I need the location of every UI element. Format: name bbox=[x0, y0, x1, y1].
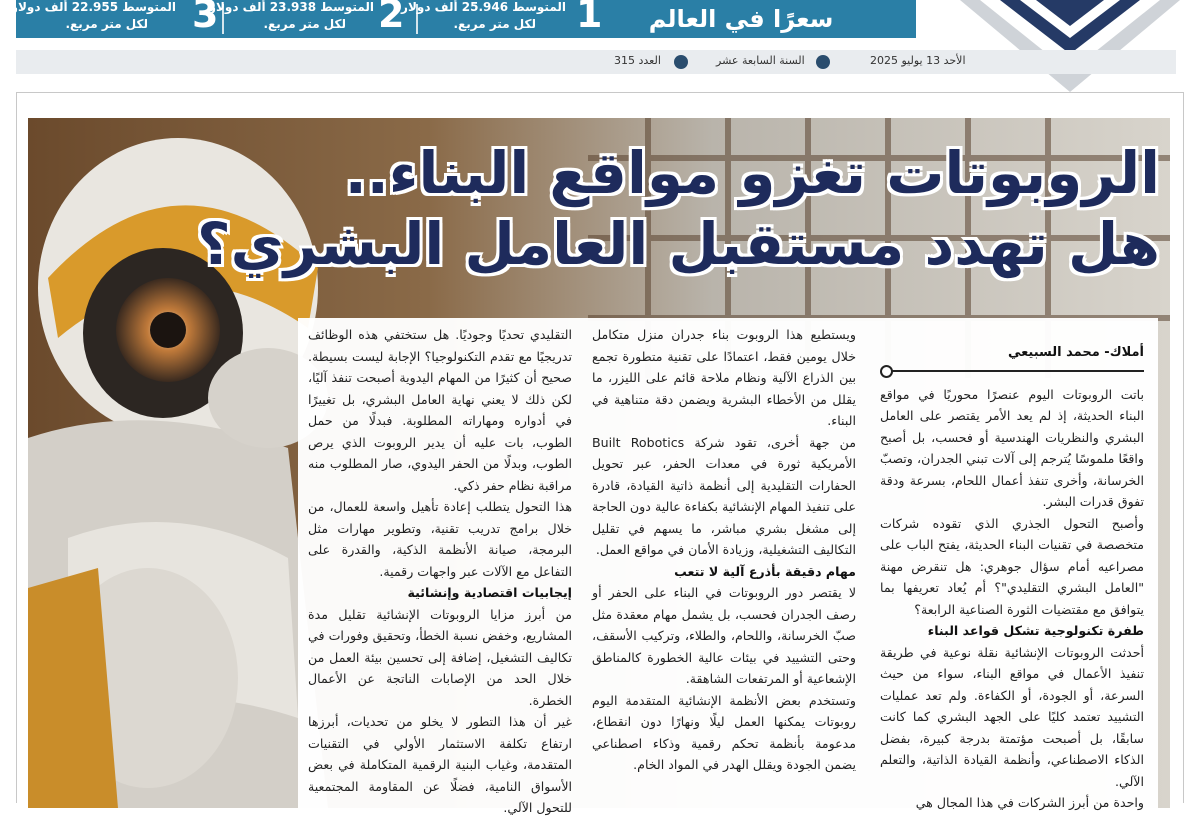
article-body bbox=[298, 318, 1158, 815]
stat-rank-3 bbox=[11, 0, 219, 38]
stat-number: 3 bbox=[192, 0, 219, 36]
issue-number: العدد 315 bbox=[614, 54, 661, 67]
stat-unit: لكل متر مربع. bbox=[263, 17, 346, 31]
column-left bbox=[308, 324, 572, 815]
subheading: إيجابيات اقتصادية وإنشائية bbox=[407, 585, 572, 600]
article-headline bbox=[110, 138, 1160, 280]
paragraph: باتت الروبوتات اليوم عنصرًا محوريًا في مواقع البناء الحديثة، إذ لم يعد الأمر يقتصر على العامل البشري والنظريات الهندسية أو فحسب، بل أصبح واقعًا ملموسًا يُترجم إلى آلات تبني الجدران، وتصبّ الخرسانة، وأخرى تنفذ أعمال اللحام، بسرعة ودقة تفوق قدرات البشر. bbox=[880, 386, 1144, 509]
section-banner: سعرًا في العالم bbox=[606, 0, 876, 38]
stat-unit: لكل متر مربع. bbox=[453, 17, 536, 31]
headline-line-1: الروبوتات تغزو مواقع البناء.. bbox=[344, 139, 1160, 207]
stat-number: 2 bbox=[378, 0, 405, 36]
stat-value: المتوسط 25.946 ألف دولار bbox=[401, 0, 566, 14]
stat-rank-2 bbox=[209, 0, 416, 38]
paragraph: التقليدي تحديًا وجوديًا. هل ستختفي هذه الوظائف تدريجيًا مع تقدم التكنولوجيا؟ الإجابة ليست بسيطة. صحيح أن كثيرًا من المهام اليدوية أصبحت تنفذ آليًا، لكن ذلك لا يعني نهاية العامل البشري، بل تغييرًا في أدواره ومهاراته المطلوبة. فبدلًا من حمل الطوب، بات عليه أن يدير الروبوت الذي يرص الطوب، وبدلًا من الحفر اليدوي، صار المطلوب منه مراقبة نظام حفر ذكي. bbox=[308, 327, 572, 493]
stat-number: 1 bbox=[576, 0, 603, 36]
paragraph: أحدثت الروبوتات الإنشائية نقلة نوعية في طريقة تنفيذ الأعمال في مواقع البناء، سواء من حيث السرعة، أو الجودة، أو الكفاءة. ولم تعد عمليات التشييد تعتمد كليًا على الجهد البشري كما كانت سابقًا، بل أصبحت مؤتمتة بدرجة كبيرة، بفضل الذكاء الاصطناعي، وأنظمة القيادة الذاتية، والتعلم الآلي. bbox=[880, 644, 1144, 789]
byline-divider bbox=[880, 364, 1144, 378]
paragraph: هذا التحول يتطلب إعادة تأهيل واسعة للعمال، من خلال برامج تدريب تقنية، وتطوير مهارات مثل البرمجة، صيانة الأنظمة الذكية، والقدرة على التفاعل مع الآلات عبر واجهات رقمية. bbox=[308, 499, 572, 579]
issue-date: الأحد 13 يوليو 2025 bbox=[870, 54, 966, 67]
column-right bbox=[880, 324, 1144, 810]
author-byline: أملاك- محمد السبيعي bbox=[1007, 345, 1144, 360]
column-middle bbox=[592, 324, 856, 804]
headline-line-2: هل تهدد مستقبل العامل البشري؟ bbox=[197, 209, 1160, 278]
stat-value: المتوسط 23.938 ألف دولار bbox=[209, 0, 374, 14]
paragraph: غير أن هذا التطور لا يخلو من تحديات، أبرزها ارتفاع تكلفة الاستثمار الأولي في التقنيات المتقدمة، وغياب البنية الرقمية المتكاملة في بعض الأسواق النامية، فضلًا عن المقاومة المجتمعية للتحول الآلي. bbox=[308, 714, 572, 815]
stat-unit: لكل متر مربع. bbox=[65, 17, 148, 31]
paragraph: واحدة من أبرز الشركات في هذا المجال هي bbox=[915, 795, 1144, 810]
issue-year: السنة السابعة عشر bbox=[716, 54, 805, 67]
paragraph: وأصبح التحول الجذري الذي تقوده شركات متخصصة في تقنيات البناء الحديثة، يفتح الباب على مصراعيه أمام سؤال جوهري: هل تنقرض مهنة "العامل البشري التقليدي"؟ أم يُعاد تعريفها بما يتوافق مع مقتضيات الثورة الصناعية الرابعة؟ bbox=[880, 515, 1144, 617]
ring-icon bbox=[880, 365, 893, 378]
stat-rank-1 bbox=[401, 0, 610, 38]
subheading: مهام دقيقة بأذرع آلية لا تتعب bbox=[674, 563, 856, 579]
issue-info-bar bbox=[16, 50, 1176, 74]
paragraph: لا يقتصر دور الروبوتات في البناء على الحفر أو رصف الجدران فحسب، بل يشمل مهام معقدة مثل صبّ الخرسانة، واللحام، والطلاء، وتركيب الأسقف، وحتى التشييد في بيئات عالية الخطورة كالمناطق الإشعاعية أو المرتفعات الشاهقة. bbox=[592, 585, 856, 686]
bullet-icon bbox=[674, 55, 688, 69]
subheading: طفرة تكنولوجية تشكل قواعد البناء bbox=[927, 623, 1144, 638]
stat-value: المتوسط 22.955 ألف دولار bbox=[11, 0, 176, 14]
bullet-icon bbox=[816, 55, 830, 69]
paragraph: من جهة أخرى، تقود شركة Built Robotics الأمريكية ثورة في معدات الحفر، عبر تحويل الحفارات التقليدية إلى أنظمة ذاتية القيادة، قادرة على تنفيذ المهام الإنشائية بكفاءة عالية دون الحاجة إلى مشغل بشري مباشر، ما يسهم في تقليل التكاليف التشغيلية، وزيادة الأمان في مواقع العمل. bbox=[592, 434, 856, 557]
paragraph: ويستطيع هذا الروبوت بناء جدران منزل متكامل خلال يومين فقط، اعتمادًا على تقنية متطورة تجمع بين الذراع الآلية ونظام ملاحة قائم على الليزر، ما يقلل من الأخطاء البشرية ويضمن دقة متناهية في البناء. bbox=[592, 327, 856, 428]
paragraph: وتستخدم بعض الأنظمة الإنشائية المتقدمة اليوم روبوتات يمكنها العمل ليلًا ونهارًا دون انقطاع، مدعومة بأنظمة تحكم رقمية وذكاء اصطناعي يضمن الجودة ويقلل الهدر في المواد الخام. bbox=[592, 692, 856, 772]
paragraph: من أبرز مزايا الروبوتات الإنشائية تقليل مدة المشاريع، وخفض نسبة الخطأ، وتحقيق وفورات في تكاليف التشغيل، إضافة إلى تحسين بيئة العمل من خلال الحد من الإصابات الناتجة عن الأعمال الخطرة. bbox=[308, 606, 572, 708]
